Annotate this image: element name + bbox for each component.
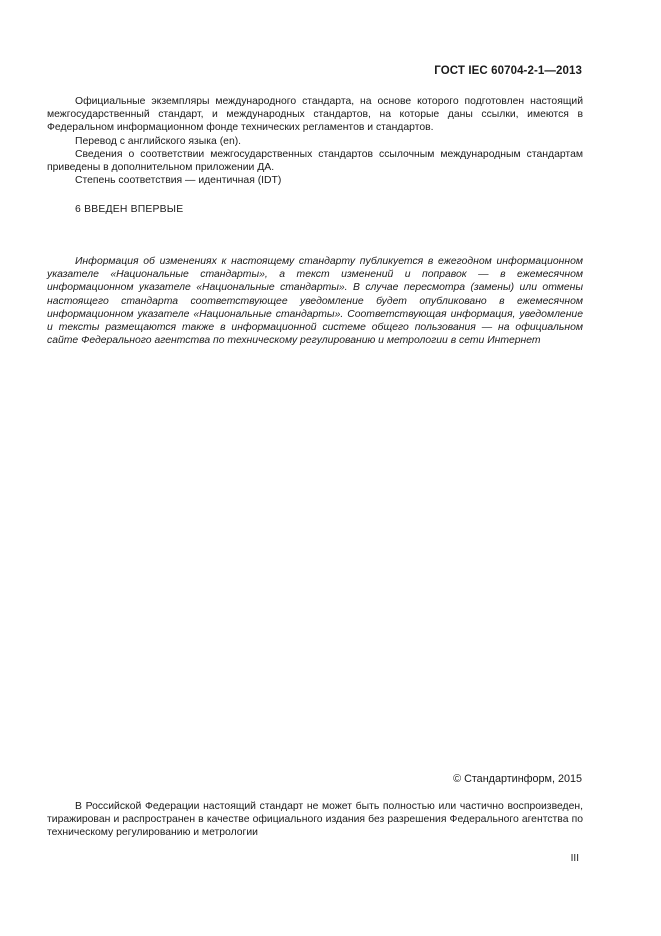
section-6-heading: 6 ВВЕДЕН ВПЕРВЫЕ — [75, 204, 184, 215]
intro-block — [47, 95, 583, 187]
paragraph-correspondence: Сведения о соответствии межгосударственных стандартов ссылочным международным стандартам приведены в дополнительном приложении ДА. — [47, 148, 583, 174]
footer-note — [47, 800, 583, 840]
copyright-line: © Стандартинформ, 2015 — [453, 773, 582, 785]
page-number: III — [570, 853, 579, 864]
paragraph-translation: Перевод с английского языка (en). — [75, 135, 242, 147]
footer-note-text: В Российской Федерации настоящий стандарт не может быть полностью или частично воспроизведен, тиражирован и распространен в качестве официального издания без разрешения Федерального агентства по техническому регулированию и метрологии — [47, 801, 583, 839]
document-header-id: ГОСТ IEC 60704-2-1—2013 — [434, 65, 582, 77]
info-note-text: Информация об изменениях к настоящему стандарту публикуется в ежегодном информационном указателе «Национальные стандарты», а текст изменений и поправок — в ежемесячном информационном указателе «Национальные стандарты». В случае пересмотра (замены) или отмены настоящего стандарта соответствующее уведомление будет опубликовано в ежемесячном информационном указателе «Национальные стандарты». Соответствующая информация, уведомление и тексты размещаются также в информационной системе общего пользования — на официальном сайте Федерального агентства по техническому регулированию и метрологии в сети Интернет — [47, 256, 583, 347]
paragraph-official-copies: Официальные экземпляры международного стандарта, на основе которого подготовлен настоящий межгосударственный стандарт, и международных стандартов, на которые даны ссылки, имеются в Федеральном информационном фонде технических регламентов и стандартов. — [47, 96, 583, 134]
info-note — [47, 255, 583, 347]
paragraph-degree: Степень соответствия — идентичная (IDT) — [75, 175, 282, 187]
